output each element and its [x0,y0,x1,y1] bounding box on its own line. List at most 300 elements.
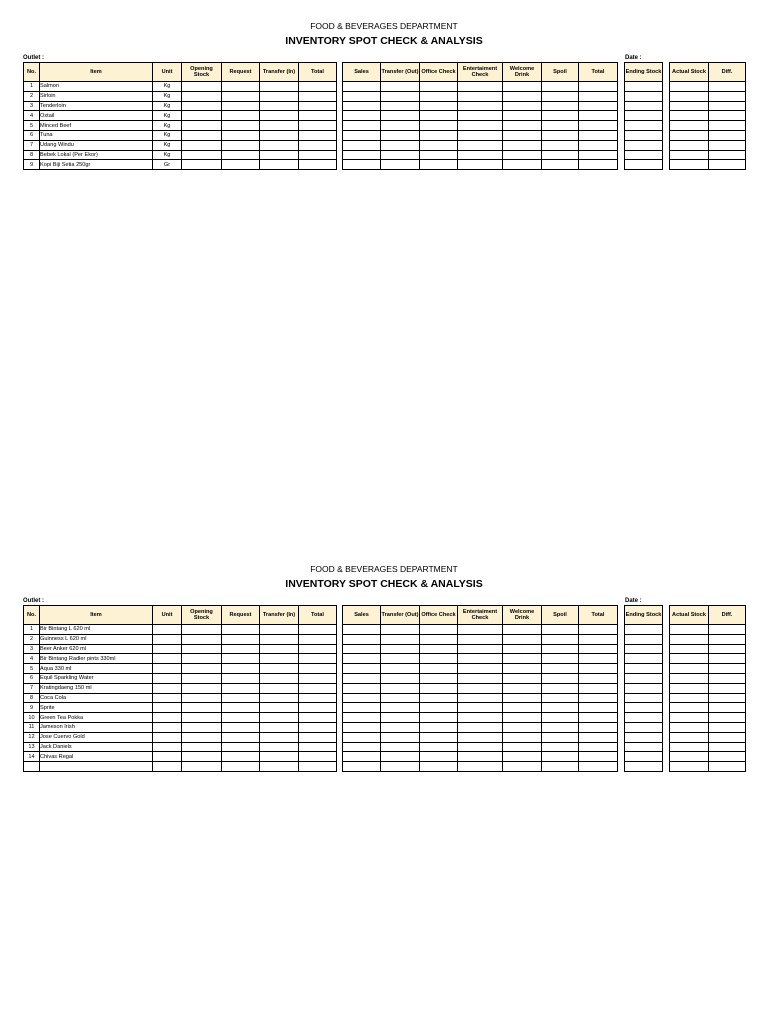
total-out-cell[interactable] [579,722,618,732]
total-out-cell[interactable] [579,752,618,762]
request-cell[interactable] [222,683,260,693]
diff-cell[interactable] [709,713,746,723]
entertainment-check-cell[interactable] [458,625,503,635]
actual-stock-cell[interactable] [670,644,709,654]
total-out-cell[interactable] [579,673,618,683]
actual-stock-cell[interactable] [670,121,709,131]
request-cell[interactable] [222,762,260,772]
request-cell[interactable] [222,664,260,674]
diff-cell[interactable] [709,101,746,111]
transfer-out-cell[interactable] [381,91,420,101]
office-check-cell[interactable] [420,693,458,703]
entertainment-check-cell[interactable] [458,654,503,664]
entertainment-check-cell[interactable] [458,634,503,644]
diff-cell[interactable] [709,683,746,693]
transfer-in-cell[interactable] [260,673,299,683]
diff-cell[interactable] [709,111,746,121]
total-out-cell[interactable] [579,625,618,635]
request-cell[interactable] [222,130,260,140]
welcome-drink-cell[interactable] [503,111,542,121]
sales-cell[interactable] [343,752,381,762]
total-cell[interactable] [299,703,337,713]
welcome-drink-cell[interactable] [503,625,542,635]
opening-stock-cell[interactable] [182,722,222,732]
office-check-cell[interactable] [420,664,458,674]
transfer-in-cell[interactable] [260,752,299,762]
total-cell[interactable] [299,732,337,742]
actual-stock-cell[interactable] [670,762,709,772]
sales-cell[interactable] [343,160,381,170]
entertainment-check-cell[interactable] [458,762,503,772]
diff-cell[interactable] [709,634,746,644]
actual-stock-cell[interactable] [670,722,709,732]
ending-stock-cell[interactable] [625,722,663,732]
transfer-in-cell[interactable] [260,644,299,654]
sales-cell[interactable] [343,673,381,683]
diff-cell[interactable] [709,703,746,713]
transfer-in-cell[interactable] [260,111,299,121]
entertainment-check-cell[interactable] [458,693,503,703]
spoil-cell[interactable] [542,654,579,664]
actual-stock-cell[interactable] [670,82,709,92]
entertainment-check-cell[interactable] [458,130,503,140]
ending-stock-cell[interactable] [625,91,663,101]
spoil-cell[interactable] [542,82,579,92]
office-check-cell[interactable] [420,683,458,693]
ending-stock-cell[interactable] [625,111,663,121]
spoil-cell[interactable] [542,130,579,140]
office-check-cell[interactable] [420,111,458,121]
sales-cell[interactable] [343,140,381,150]
entertainment-check-cell[interactable] [458,703,503,713]
sales-cell[interactable] [343,664,381,674]
transfer-in-cell[interactable] [260,713,299,723]
actual-stock-cell[interactable] [670,693,709,703]
sales-cell[interactable] [343,82,381,92]
total-out-cell[interactable] [579,762,618,772]
transfer-out-cell[interactable] [381,742,420,752]
total-cell[interactable] [299,693,337,703]
total-cell[interactable] [299,101,337,111]
welcome-drink-cell[interactable] [503,703,542,713]
sales-cell[interactable] [343,634,381,644]
office-check-cell[interactable] [420,140,458,150]
diff-cell[interactable] [709,752,746,762]
office-check-cell[interactable] [420,130,458,140]
office-check-cell[interactable] [420,625,458,635]
total-out-cell[interactable] [579,703,618,713]
welcome-drink-cell[interactable] [503,150,542,160]
sales-cell[interactable] [343,111,381,121]
spoil-cell[interactable] [542,673,579,683]
opening-stock-cell[interactable] [182,101,222,111]
welcome-drink-cell[interactable] [503,762,542,772]
office-check-cell[interactable] [420,121,458,131]
ending-stock-cell[interactable] [625,673,663,683]
actual-stock-cell[interactable] [670,130,709,140]
transfer-out-cell[interactable] [381,732,420,742]
welcome-drink-cell[interactable] [503,673,542,683]
request-cell[interactable] [222,722,260,732]
transfer-out-cell[interactable] [381,683,420,693]
actual-stock-cell[interactable] [670,625,709,635]
office-check-cell[interactable] [420,713,458,723]
actual-stock-cell[interactable] [670,752,709,762]
request-cell[interactable] [222,160,260,170]
actual-stock-cell[interactable] [670,664,709,674]
opening-stock-cell[interactable] [182,742,222,752]
office-check-cell[interactable] [420,742,458,752]
office-check-cell[interactable] [420,82,458,92]
total-out-cell[interactable] [579,150,618,160]
ending-stock-cell[interactable] [625,644,663,654]
request-cell[interactable] [222,101,260,111]
transfer-out-cell[interactable] [381,693,420,703]
opening-stock-cell[interactable] [182,673,222,683]
total-out-cell[interactable] [579,130,618,140]
ending-stock-cell[interactable] [625,742,663,752]
total-out-cell[interactable] [579,634,618,644]
total-cell[interactable] [299,121,337,131]
transfer-out-cell[interactable] [381,625,420,635]
request-cell[interactable] [222,91,260,101]
diff-cell[interactable] [709,673,746,683]
total-cell[interactable] [299,644,337,654]
request-cell[interactable] [222,625,260,635]
entertainment-check-cell[interactable] [458,742,503,752]
spoil-cell[interactable] [542,625,579,635]
transfer-out-cell[interactable] [381,762,420,772]
entertainment-check-cell[interactable] [458,673,503,683]
opening-stock-cell[interactable] [182,634,222,644]
opening-stock-cell[interactable] [182,762,222,772]
diff-cell[interactable] [709,693,746,703]
transfer-in-cell[interactable] [260,150,299,160]
spoil-cell[interactable] [542,634,579,644]
transfer-in-cell[interactable] [260,664,299,674]
sales-cell[interactable] [343,703,381,713]
office-check-cell[interactable] [420,91,458,101]
welcome-drink-cell[interactable] [503,634,542,644]
welcome-drink-cell[interactable] [503,693,542,703]
entertainment-check-cell[interactable] [458,121,503,131]
welcome-drink-cell[interactable] [503,140,542,150]
request-cell[interactable] [222,654,260,664]
ending-stock-cell[interactable] [625,732,663,742]
transfer-out-cell[interactable] [381,713,420,723]
actual-stock-cell[interactable] [670,703,709,713]
spoil-cell[interactable] [542,742,579,752]
total-cell[interactable] [299,91,337,101]
request-cell[interactable] [222,732,260,742]
transfer-out-cell[interactable] [381,82,420,92]
total-cell[interactable] [299,82,337,92]
diff-cell[interactable] [709,625,746,635]
welcome-drink-cell[interactable] [503,742,542,752]
actual-stock-cell[interactable] [670,732,709,742]
actual-stock-cell[interactable] [670,634,709,644]
entertainment-check-cell[interactable] [458,160,503,170]
transfer-out-cell[interactable] [381,121,420,131]
transfer-out-cell[interactable] [381,111,420,121]
request-cell[interactable] [222,673,260,683]
actual-stock-cell[interactable] [670,101,709,111]
welcome-drink-cell[interactable] [503,664,542,674]
diff-cell[interactable] [709,644,746,654]
total-cell[interactable] [299,722,337,732]
transfer-in-cell[interactable] [260,91,299,101]
sales-cell[interactable] [343,732,381,742]
ending-stock-cell[interactable] [625,762,663,772]
office-check-cell[interactable] [420,722,458,732]
transfer-in-cell[interactable] [260,732,299,742]
diff-cell[interactable] [709,121,746,131]
office-check-cell[interactable] [420,762,458,772]
transfer-out-cell[interactable] [381,130,420,140]
ending-stock-cell[interactable] [625,160,663,170]
opening-stock-cell[interactable] [182,130,222,140]
request-cell[interactable] [222,634,260,644]
entertainment-check-cell[interactable] [458,732,503,742]
office-check-cell[interactable] [420,644,458,654]
office-check-cell[interactable] [420,703,458,713]
ending-stock-cell[interactable] [625,654,663,664]
request-cell[interactable] [222,82,260,92]
welcome-drink-cell[interactable] [503,752,542,762]
transfer-out-cell[interactable] [381,634,420,644]
actual-stock-cell[interactable] [670,683,709,693]
welcome-drink-cell[interactable] [503,713,542,723]
total-out-cell[interactable] [579,732,618,742]
total-out-cell[interactable] [579,664,618,674]
sales-cell[interactable] [343,654,381,664]
entertainment-check-cell[interactable] [458,644,503,654]
opening-stock-cell[interactable] [182,654,222,664]
office-check-cell[interactable] [420,150,458,160]
diff-cell[interactable] [709,150,746,160]
welcome-drink-cell[interactable] [503,654,542,664]
opening-stock-cell[interactable] [182,713,222,723]
diff-cell[interactable] [709,82,746,92]
sales-cell[interactable] [343,625,381,635]
total-cell[interactable] [299,130,337,140]
sales-cell[interactable] [343,101,381,111]
transfer-in-cell[interactable] [260,722,299,732]
diff-cell[interactable] [709,664,746,674]
opening-stock-cell[interactable] [182,121,222,131]
total-cell[interactable] [299,150,337,160]
diff-cell[interactable] [709,160,746,170]
total-cell[interactable] [299,160,337,170]
total-cell[interactable] [299,683,337,693]
opening-stock-cell[interactable] [182,644,222,654]
total-cell[interactable] [299,625,337,635]
transfer-out-cell[interactable] [381,140,420,150]
total-out-cell[interactable] [579,644,618,654]
transfer-in-cell[interactable] [260,703,299,713]
sales-cell[interactable] [343,742,381,752]
ending-stock-cell[interactable] [625,101,663,111]
request-cell[interactable] [222,752,260,762]
request-cell[interactable] [222,713,260,723]
total-cell[interactable] [299,664,337,674]
office-check-cell[interactable] [420,101,458,111]
total-cell[interactable] [299,111,337,121]
opening-stock-cell[interactable] [182,111,222,121]
sales-cell[interactable] [343,644,381,654]
total-cell[interactable] [299,634,337,644]
ending-stock-cell[interactable] [625,634,663,644]
transfer-in-cell[interactable] [260,762,299,772]
transfer-out-cell[interactable] [381,160,420,170]
diff-cell[interactable] [709,654,746,664]
total-cell[interactable] [299,140,337,150]
actual-stock-cell[interactable] [670,654,709,664]
sales-cell[interactable] [343,693,381,703]
actual-stock-cell[interactable] [670,91,709,101]
opening-stock-cell[interactable] [182,91,222,101]
transfer-out-cell[interactable] [381,752,420,762]
spoil-cell[interactable] [542,762,579,772]
sales-cell[interactable] [343,722,381,732]
transfer-in-cell[interactable] [260,160,299,170]
transfer-out-cell[interactable] [381,703,420,713]
spoil-cell[interactable] [542,160,579,170]
transfer-in-cell[interactable] [260,693,299,703]
welcome-drink-cell[interactable] [503,130,542,140]
ending-stock-cell[interactable] [625,664,663,674]
total-cell[interactable] [299,654,337,664]
spoil-cell[interactable] [542,722,579,732]
office-check-cell[interactable] [420,673,458,683]
total-cell[interactable] [299,713,337,723]
transfer-in-cell[interactable] [260,101,299,111]
transfer-out-cell[interactable] [381,673,420,683]
total-out-cell[interactable] [579,121,618,131]
ending-stock-cell[interactable] [625,683,663,693]
total-out-cell[interactable] [579,693,618,703]
total-cell[interactable] [299,752,337,762]
office-check-cell[interactable] [420,752,458,762]
total-cell[interactable] [299,762,337,772]
ending-stock-cell[interactable] [625,140,663,150]
ending-stock-cell[interactable] [625,693,663,703]
sales-cell[interactable] [343,683,381,693]
spoil-cell[interactable] [542,150,579,160]
total-out-cell[interactable] [579,91,618,101]
ending-stock-cell[interactable] [625,752,663,762]
transfer-out-cell[interactable] [381,150,420,160]
sales-cell[interactable] [343,713,381,723]
opening-stock-cell[interactable] [182,140,222,150]
ending-stock-cell[interactable] [625,130,663,140]
total-cell[interactable] [299,742,337,752]
spoil-cell[interactable] [542,713,579,723]
entertainment-check-cell[interactable] [458,82,503,92]
transfer-in-cell[interactable] [260,625,299,635]
actual-stock-cell[interactable] [670,140,709,150]
diff-cell[interactable] [709,130,746,140]
entertainment-check-cell[interactable] [458,91,503,101]
ending-stock-cell[interactable] [625,150,663,160]
spoil-cell[interactable] [542,693,579,703]
welcome-drink-cell[interactable] [503,101,542,111]
ending-stock-cell[interactable] [625,713,663,723]
sales-cell[interactable] [343,91,381,101]
actual-stock-cell[interactable] [670,160,709,170]
entertainment-check-cell[interactable] [458,111,503,121]
entertainment-check-cell[interactable] [458,101,503,111]
transfer-in-cell[interactable] [260,140,299,150]
spoil-cell[interactable] [542,732,579,742]
total-out-cell[interactable] [579,101,618,111]
total-out-cell[interactable] [579,742,618,752]
entertainment-check-cell[interactable] [458,664,503,674]
welcome-drink-cell[interactable] [503,91,542,101]
diff-cell[interactable] [709,91,746,101]
welcome-drink-cell[interactable] [503,160,542,170]
diff-cell[interactable] [709,140,746,150]
office-check-cell[interactable] [420,654,458,664]
transfer-in-cell[interactable] [260,654,299,664]
opening-stock-cell[interactable] [182,150,222,160]
opening-stock-cell[interactable] [182,664,222,674]
entertainment-check-cell[interactable] [458,683,503,693]
request-cell[interactable] [222,644,260,654]
welcome-drink-cell[interactable] [503,82,542,92]
spoil-cell[interactable] [542,664,579,674]
office-check-cell[interactable] [420,160,458,170]
entertainment-check-cell[interactable] [458,722,503,732]
total-out-cell[interactable] [579,111,618,121]
spoil-cell[interactable] [542,111,579,121]
sales-cell[interactable] [343,762,381,772]
sales-cell[interactable] [343,130,381,140]
diff-cell[interactable] [709,762,746,772]
welcome-drink-cell[interactable] [503,644,542,654]
request-cell[interactable] [222,693,260,703]
opening-stock-cell[interactable] [182,752,222,762]
sales-cell[interactable] [343,121,381,131]
actual-stock-cell[interactable] [670,713,709,723]
total-cell[interactable] [299,673,337,683]
spoil-cell[interactable] [542,140,579,150]
spoil-cell[interactable] [542,91,579,101]
transfer-in-cell[interactable] [260,121,299,131]
request-cell[interactable] [222,150,260,160]
total-out-cell[interactable] [579,140,618,150]
total-out-cell[interactable] [579,654,618,664]
diff-cell[interactable] [709,732,746,742]
request-cell[interactable] [222,742,260,752]
request-cell[interactable] [222,121,260,131]
transfer-in-cell[interactable] [260,683,299,693]
ending-stock-cell[interactable] [625,82,663,92]
spoil-cell[interactable] [542,703,579,713]
actual-stock-cell[interactable] [670,111,709,121]
transfer-out-cell[interactable] [381,654,420,664]
spoil-cell[interactable] [542,683,579,693]
transfer-in-cell[interactable] [260,742,299,752]
welcome-drink-cell[interactable] [503,683,542,693]
opening-stock-cell[interactable] [182,82,222,92]
transfer-out-cell[interactable] [381,722,420,732]
ending-stock-cell[interactable] [625,625,663,635]
actual-stock-cell[interactable] [670,742,709,752]
actual-stock-cell[interactable] [670,150,709,160]
total-out-cell[interactable] [579,82,618,92]
welcome-drink-cell[interactable] [503,732,542,742]
